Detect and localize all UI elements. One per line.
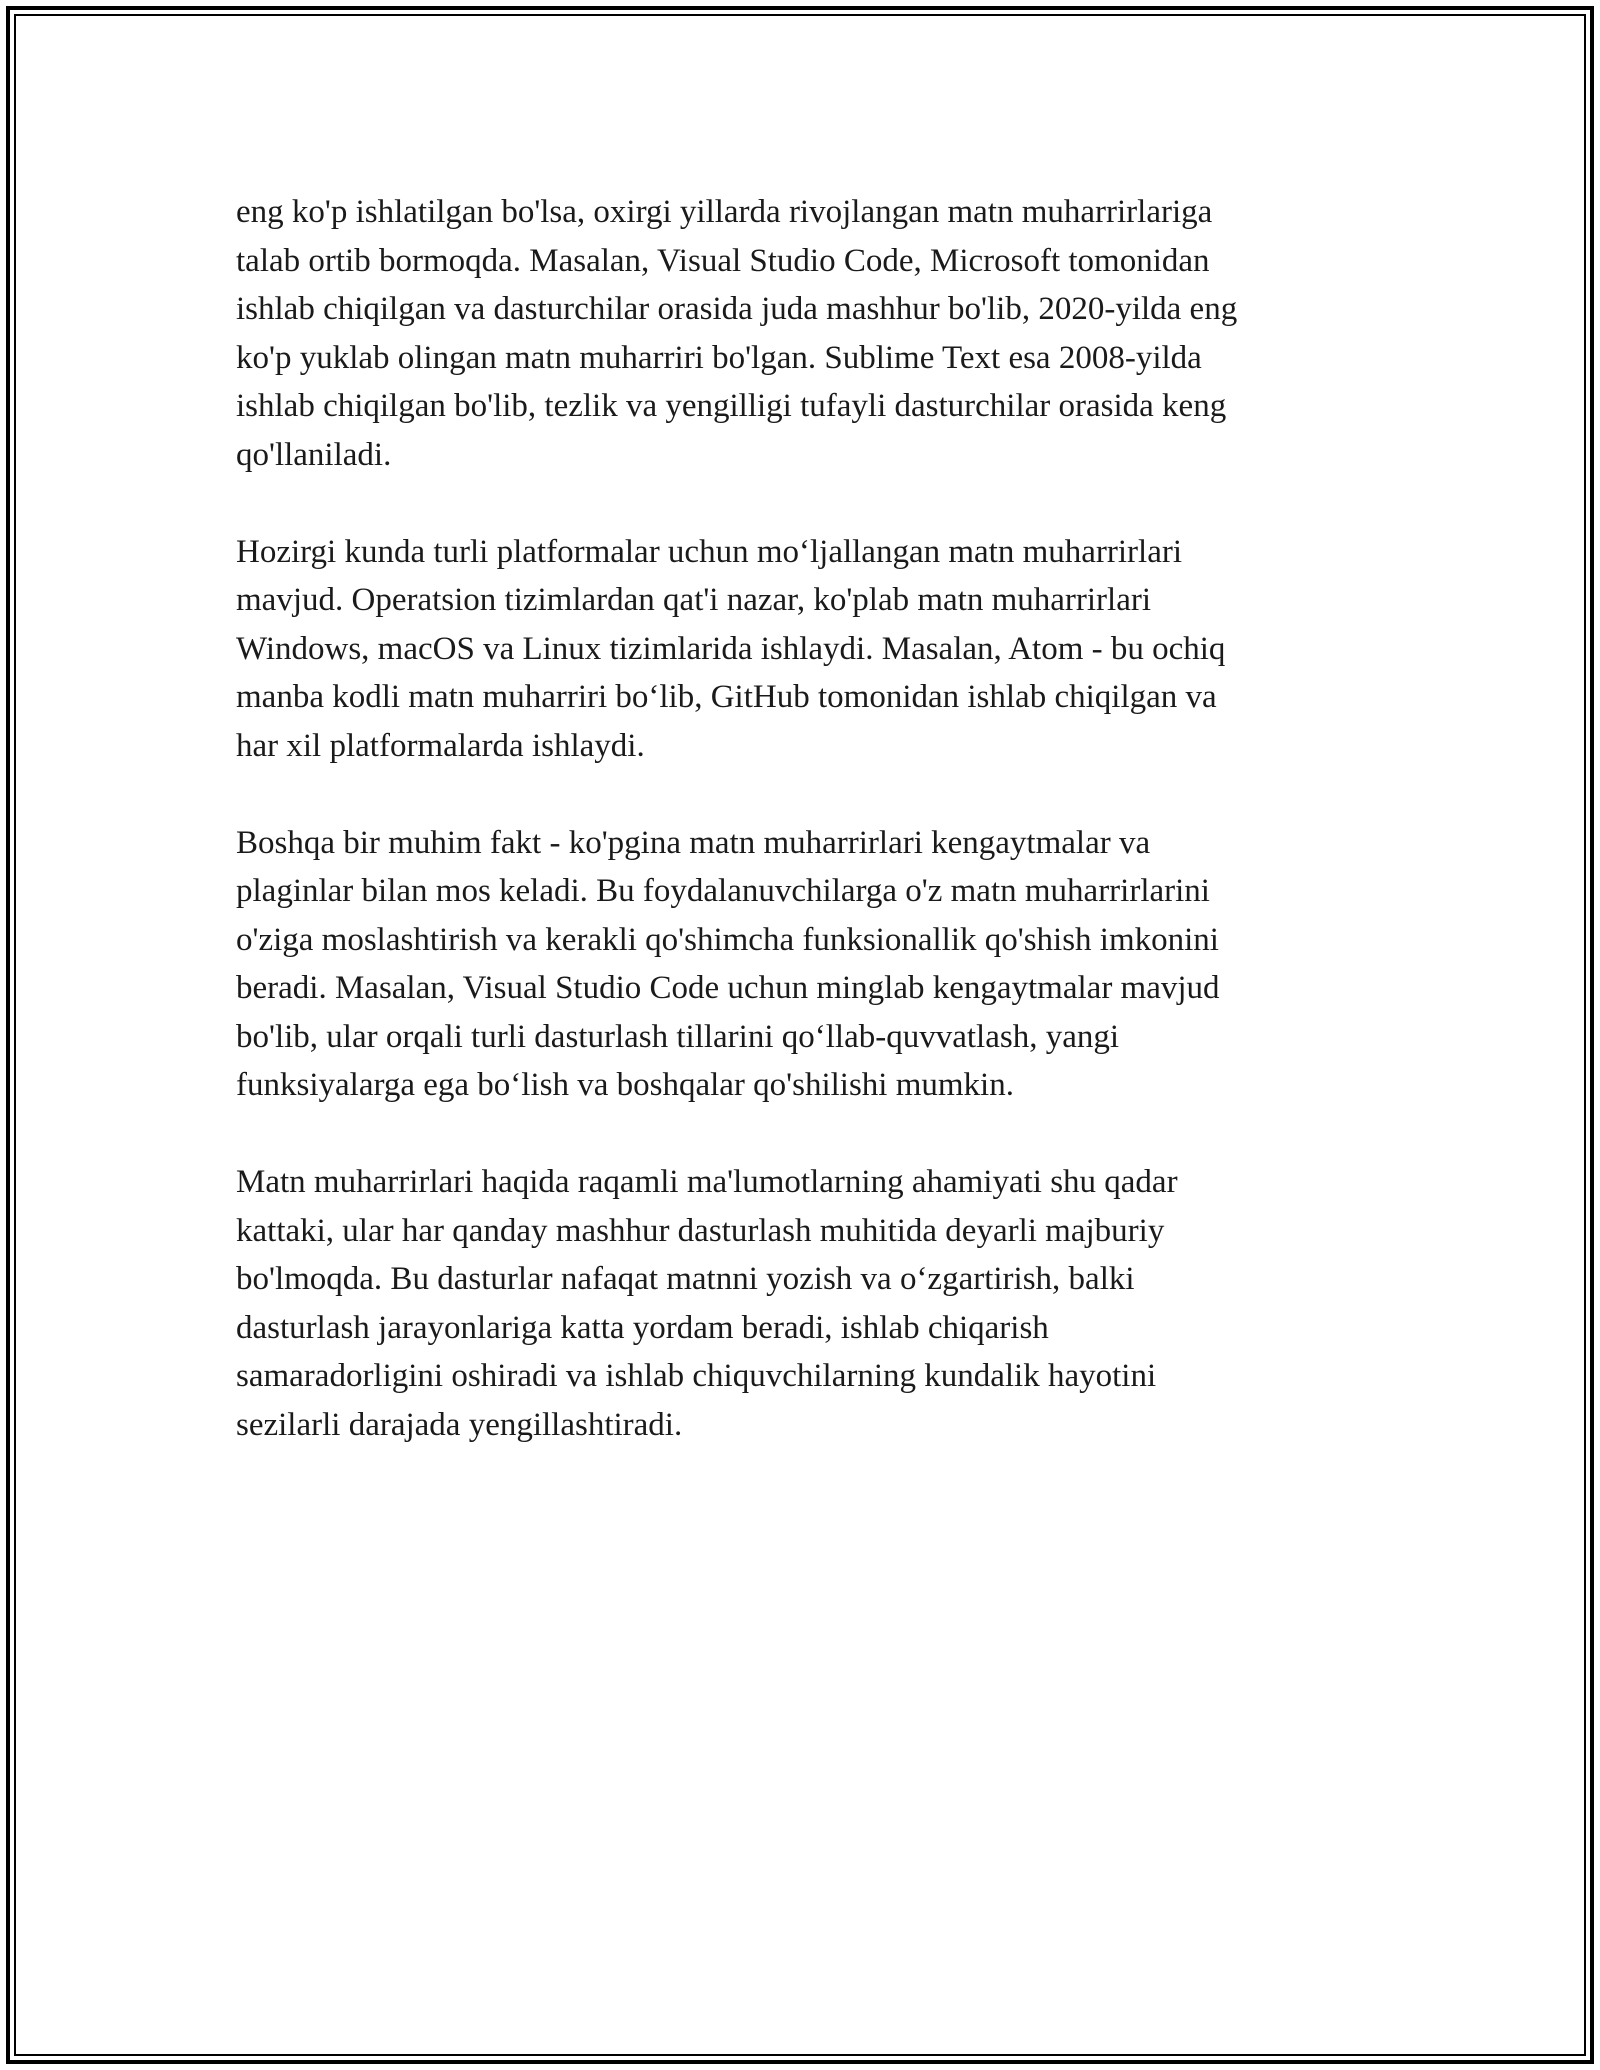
paragraph-3: Boshqa bir muhim fakt - ko'pgina matn muharrirlari kengaytmalar va plaginlar bilan mos keladi. Bu foydalanuvchilarga o'z matn muharrirlarini o'ziga moslashtirish va kerakli qo'shimcha funksionallik qo'shish imkonini beradi. Masalan, Visual Studio Code uchun minglab kengaytmalar mavjud bo'lib, ular orqali turli dasturlash tillarini qo‘llab-quvvatlash, yangi funksiyalarga ega bo‘lish va boshqalar qo'shilishi mumkin. <box>236 824 1220 1103</box>
document-body <box>236 188 1366 1449</box>
paragraph-2: Hozirgi kunda turli platformalar uchun mo‘ljallangan matn muharrirlari mavjud. Operatsion tizimlardan qat'i nazar, ko'plab matn muharrirlari Windows, macOS va Linux tizimlarida ishlaydi. Masalan, Atom - bu ochiq manba kodli matn muharriri bo‘lib, GitHub tomonidan ishlab chiqilgan va har xil platformalarda ishlaydi. <box>236 533 1226 764</box>
paragraph-4: Matn muharrirlari haqida raqamli ma'lumotlarning ahamiyati shu qadar kattaki, ular har qanday mashhur dasturlash muhitida deyarli majburiy bo'lmoqda. Bu dasturlar nafaqat matnni yozish va o‘zgartirish, balki dasturlash jarayonlariga katta yordam beradi, ishlab chiqarish samaradorligini oshiradi va ishlab chiquvchilarning kundalik hayotini sezilarli darajada yengillashtiradi. <box>236 1164 1178 1443</box>
paragraph-1: eng ko'p ishlatilgan bo'lsa, oxirgi yillarda rivojlangan matn muharrirlariga talab ortib bormoqda. Masalan, Visual Studio Code, Microsoft tomonidan ishlab chiqilgan va dasturchilar orasida juda mashhur bo'lib, 2020-yilda eng ko'p yuklab olingan matn muharriri bo'lgan. Sublime Text esa 2008-yilda ishlab chiqilgan bo'lib, tezlik va yengilligi tufayli dasturchilar orasida keng qo'llaniladi. <box>236 194 1238 473</box>
